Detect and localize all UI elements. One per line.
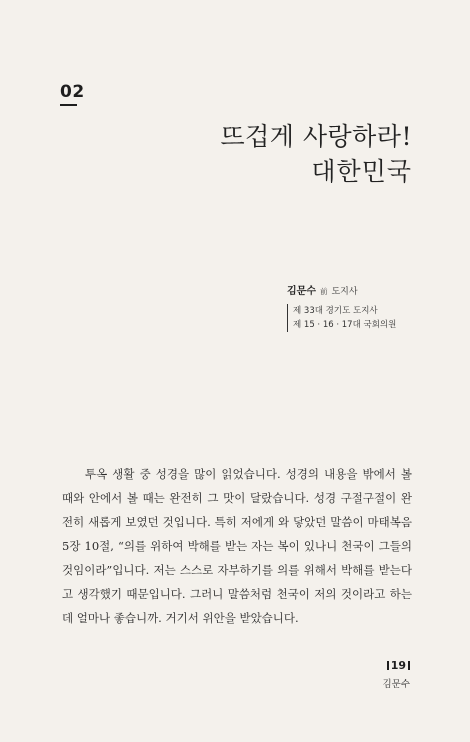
- body-paragraph: 투옥 생활 중 성경을 많이 읽었습니다. 성경의 내용을 밖에서 볼 때와 안에서 볼 때는 완전히 그 맛이 달랐습니다. 성경 구절구절이 완전히 새롭게 보였던 것입니다. 특히 저에게 와 닿았던 말씀이 마태복음 5장 10절, “의를 위하여 박해를 받는 자는 복이 있나니 천국이 그들의 것임이라”입니다. 저는 스스로 자부하기를 의를 위해서 박해를 받는다고 생각했기 때문입니다. 그러니 말씀처럼 천국이 저의 것이라고 하는데 얼마나 좋습니까. 거기서 위안을 받았습니다.: [62, 467, 412, 625]
- page-number-left-bar: [387, 661, 389, 670]
- page-number: 19: [390, 659, 406, 672]
- running-footer: 김문수: [382, 679, 410, 690]
- chapter-title: [220, 120, 412, 190]
- chapter-title-line1: 뜨겁게 사랑하라!: [220, 122, 412, 151]
- chapter-number: 02: [60, 82, 85, 102]
- author-name: 김문수: [287, 286, 316, 297]
- body-text: [62, 462, 412, 630]
- author-line: [287, 282, 396, 297]
- credential-item: 제 15 · 16 · 17대 국회의원: [293, 320, 397, 330]
- author-prefix: 前: [319, 287, 328, 296]
- chapter-title-line2: 대한민국: [311, 157, 412, 186]
- page-footer: [382, 655, 410, 690]
- author-role: 도지사: [331, 287, 358, 297]
- credential-item: 제 33대 경기도 도지사: [293, 306, 378, 316]
- author-info: [287, 282, 396, 332]
- author-credentials: [287, 304, 396, 332]
- page-number-right-bar: [408, 661, 410, 670]
- page-number-block: [387, 659, 410, 672]
- chapter-underline: [60, 104, 77, 106]
